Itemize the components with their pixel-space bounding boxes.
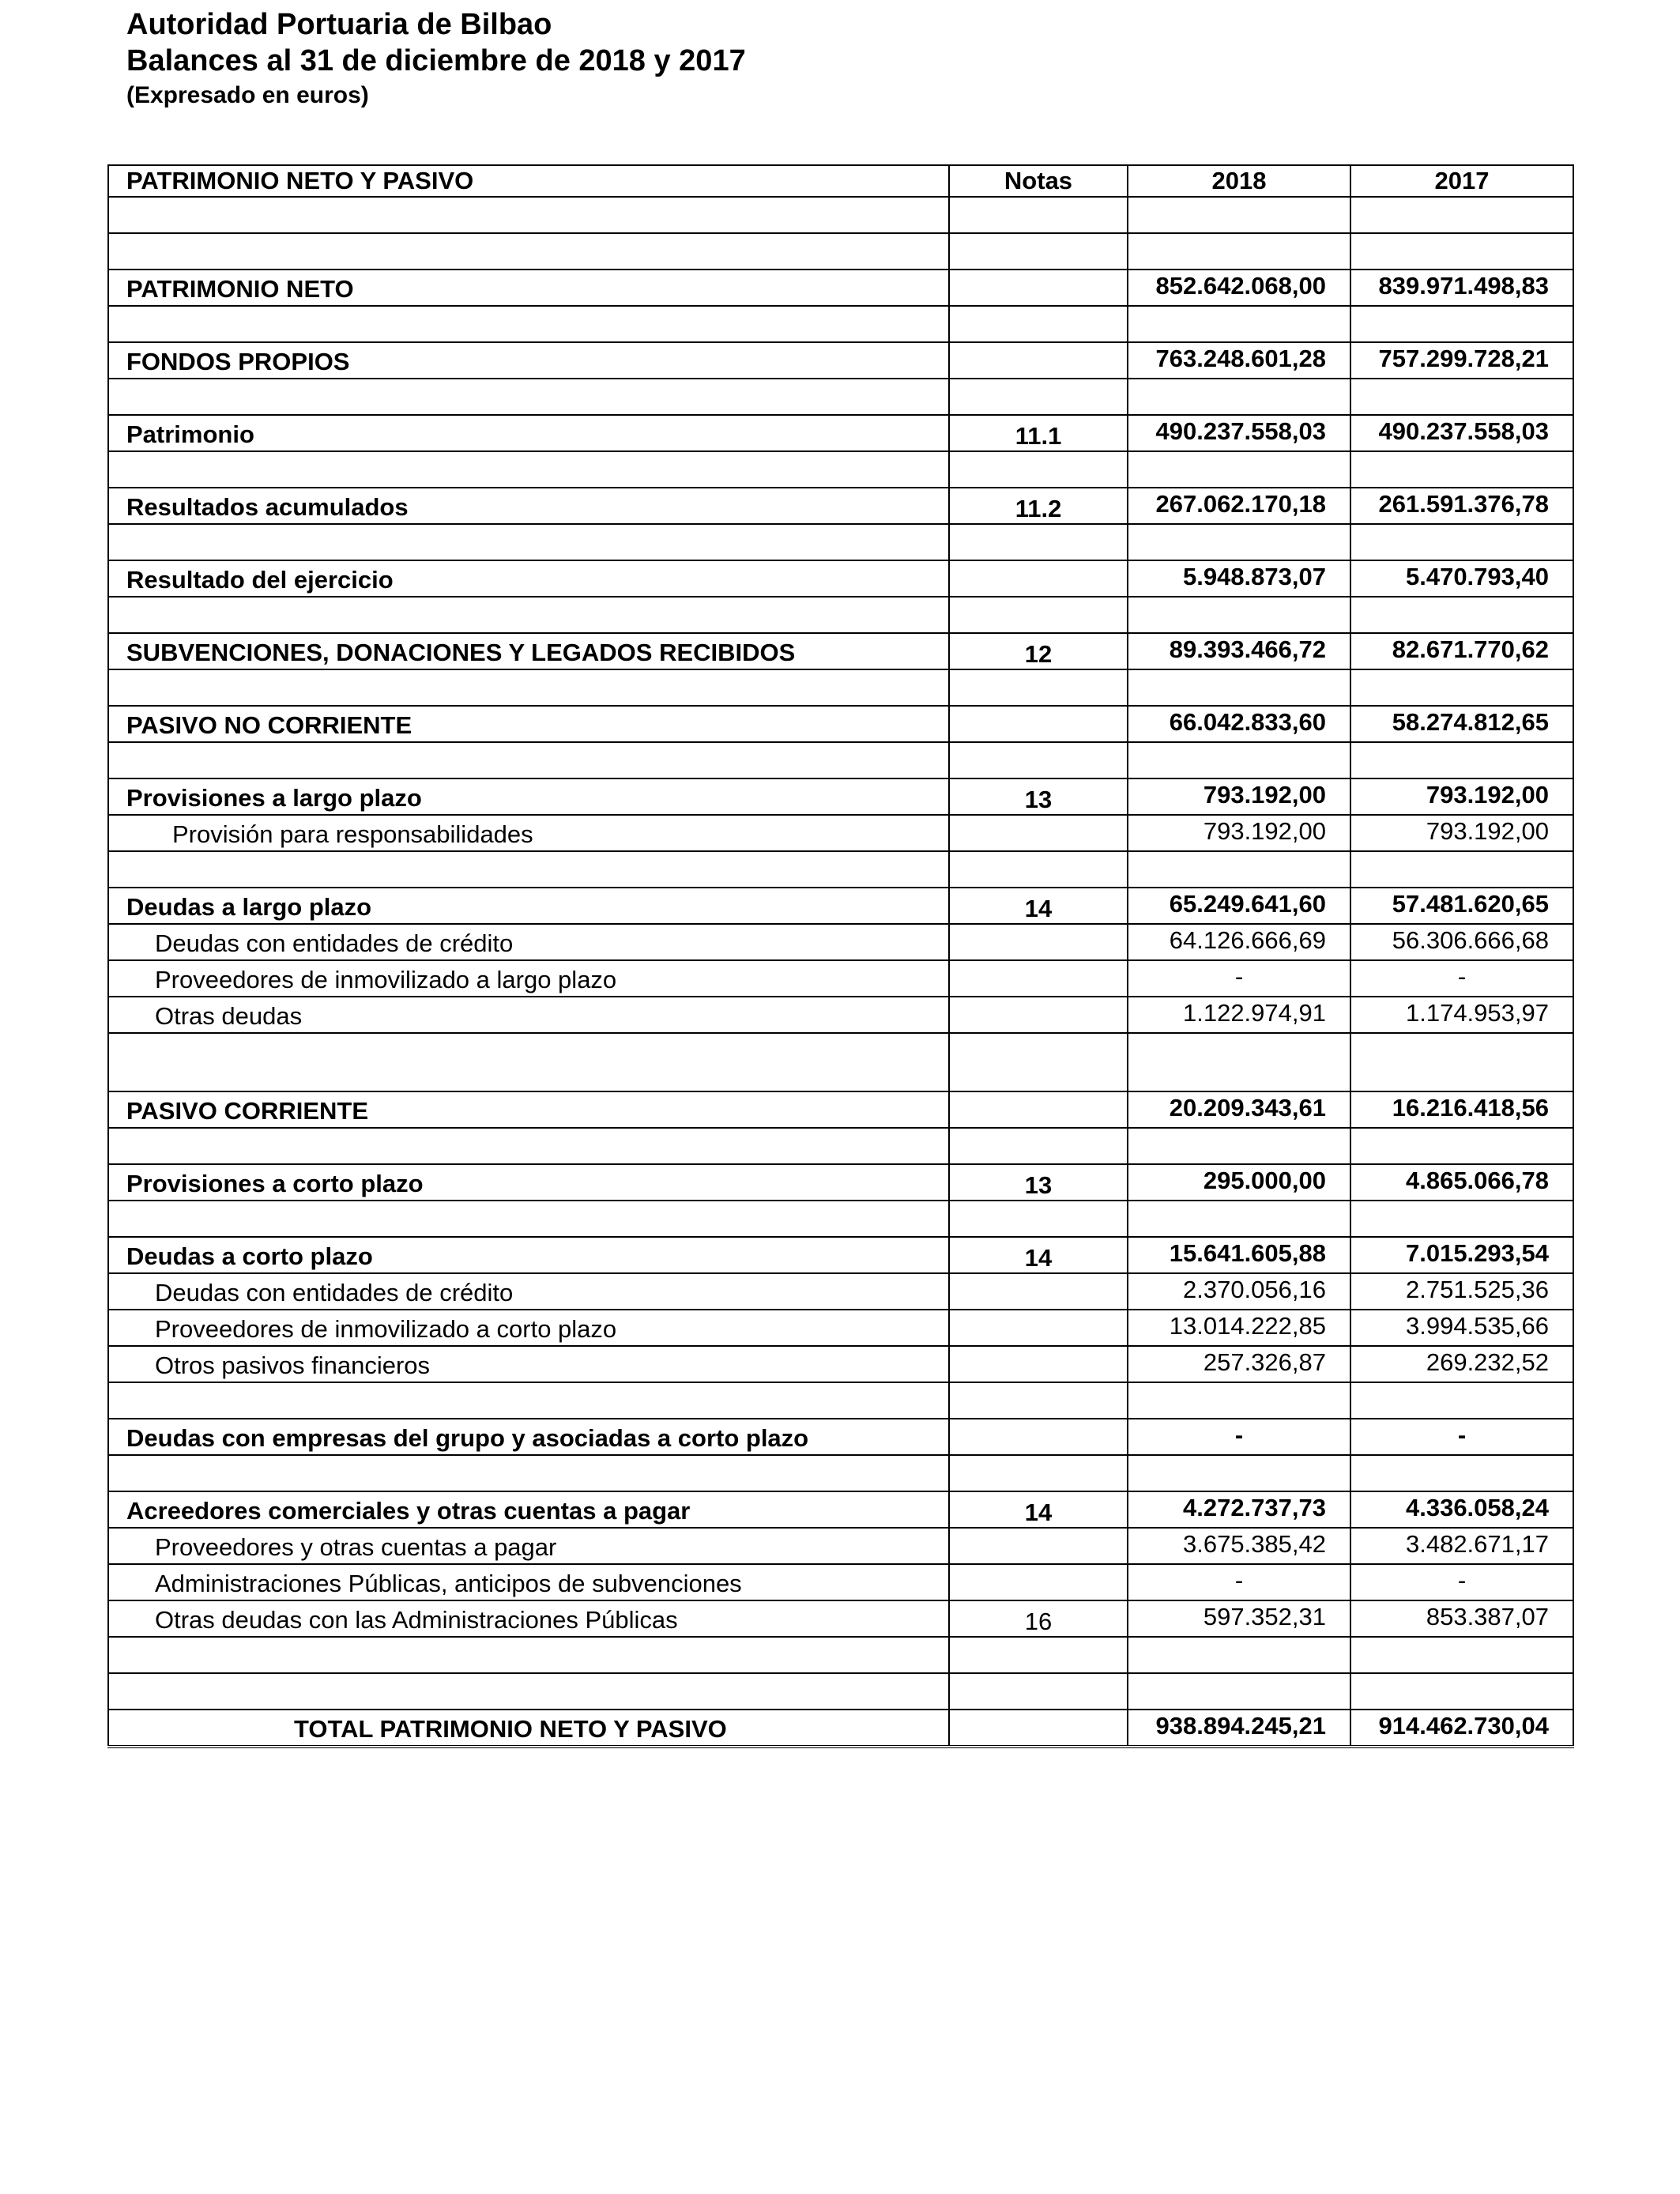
value-2017: 82.671.770,62: [1350, 633, 1573, 669]
row-label: Resultado del ejercicio: [108, 560, 949, 597]
row-notes: [949, 706, 1128, 742]
row-fondos-propios: [108, 342, 1573, 379]
row-notes: 14: [949, 1491, 1128, 1528]
row-otras-deudas: [108, 997, 1573, 1033]
value-2017: 269.232,52: [1350, 1346, 1573, 1382]
value-2017: 4.865.066,78: [1350, 1164, 1573, 1201]
row-notes: 14: [949, 1237, 1128, 1273]
row-label: Otras deudas con las Administraciones Públicas: [108, 1600, 949, 1637]
row-deudas-entidades-credito-cp: [108, 1273, 1573, 1310]
value-2017: 7.015.293,54: [1350, 1237, 1573, 1273]
row-label: Provisión para responsabilidades: [108, 815, 949, 851]
blank-row: [108, 1637, 1573, 1673]
row-notes: 13: [949, 1164, 1128, 1201]
blank-row: [108, 379, 1573, 415]
row-label: Acreedores comerciales y otras cuentas a pagar: [108, 1491, 949, 1528]
value-2018: 3.675.385,42: [1128, 1528, 1350, 1564]
row-label: Proveedores y otras cuentas a pagar: [108, 1528, 949, 1564]
row-provisiones-corto-plazo: [108, 1164, 1573, 1201]
value-2018: 938.894.245,21: [1128, 1710, 1350, 1747]
value-2018: 2.370.056,16: [1128, 1273, 1350, 1310]
row-notes: 16: [949, 1600, 1128, 1637]
value-2017: 261.591.376,78: [1350, 488, 1573, 524]
value-2018: 15.641.605,88: [1128, 1237, 1350, 1273]
value-2017: 2.751.525,36: [1350, 1273, 1573, 1310]
value-2017: 56.306.666,68: [1350, 924, 1573, 960]
value-2018: 793.192,00: [1128, 778, 1350, 815]
blank-row: [108, 451, 1573, 488]
value-2018: 13.014.222,85: [1128, 1310, 1350, 1346]
row-notes: [949, 1273, 1128, 1310]
row-label: Deudas a corto plazo: [108, 1237, 949, 1273]
value-2017: 3.482.671,17: [1350, 1528, 1573, 1564]
balance-table: [107, 164, 1574, 1748]
value-2017: 16.216.418,56: [1350, 1091, 1573, 1128]
column-header-2018: 2018: [1128, 165, 1350, 197]
value-2017: 853.387,07: [1350, 1600, 1573, 1637]
row-resultados-acumulados: [108, 488, 1573, 524]
row-notes: [949, 997, 1128, 1033]
row-label: Resultados acumulados: [108, 488, 949, 524]
row-otras-deudas-administraciones: [108, 1600, 1573, 1637]
value-2017: 58.274.812,65: [1350, 706, 1573, 742]
document-header: [126, 6, 746, 111]
blank-row: [108, 1201, 1573, 1237]
value-2017: 5.470.793,40: [1350, 560, 1573, 597]
blank-row: [108, 1673, 1573, 1710]
row-proveedores-inmovilizado-lp: [108, 960, 1573, 997]
value-2017: 1.174.953,97: [1350, 997, 1573, 1033]
row-label: Deudas a largo plazo: [108, 888, 949, 924]
value-2018: 4.272.737,73: [1128, 1491, 1350, 1528]
row-label: PASIVO CORRIENTE: [108, 1091, 949, 1128]
value-2018: 65.249.641,60: [1128, 888, 1350, 924]
document-subtitle: (Expresado en euros): [126, 82, 369, 108]
row-proveedores-otras-cuentas: [108, 1528, 1573, 1564]
value-2018: 5.948.873,07: [1128, 560, 1350, 597]
value-2017: 490.237.558,03: [1350, 415, 1573, 451]
row-notes: 11.1: [949, 415, 1128, 451]
row-total-patrimonio-pasivo: [108, 1710, 1573, 1747]
document-title: Balances al 31 de diciembre de 2018 y 2017: [126, 44, 746, 77]
row-notes: [949, 342, 1128, 379]
row-notes: [949, 1346, 1128, 1382]
row-deudas-largo-plazo: [108, 888, 1573, 924]
value-2018: -: [1128, 960, 1350, 997]
row-resultado-ejercicio: [108, 560, 1573, 597]
row-provisiones-largo-plazo: [108, 778, 1573, 815]
row-notes: [949, 1564, 1128, 1600]
row-administraciones-anticipos: [108, 1564, 1573, 1600]
value-2018: 267.062.170,18: [1128, 488, 1350, 524]
blank-row: [108, 669, 1573, 706]
value-2017: 757.299.728,21: [1350, 342, 1573, 379]
row-label: SUBVENCIONES, DONACIONES Y LEGADOS RECIBIDOS: [108, 633, 949, 669]
blank-row: [108, 306, 1573, 342]
column-header-label: PATRIMONIO NETO Y PASIVO: [108, 165, 949, 197]
value-2017: 3.994.535,66: [1350, 1310, 1573, 1346]
column-header-notes: Notas: [949, 165, 1128, 197]
value-2018: 89.393.466,72: [1128, 633, 1350, 669]
row-patrimonio: [108, 415, 1573, 451]
row-label: PATRIMONIO NETO: [108, 270, 949, 306]
value-2017: -: [1350, 1564, 1573, 1600]
row-subvenciones: [108, 633, 1573, 669]
blank-row: [108, 1033, 1573, 1091]
row-label: TOTAL PATRIMONIO NETO Y PASIVO: [108, 1710, 949, 1747]
blank-row: [108, 1128, 1573, 1164]
value-2017: 4.336.058,24: [1350, 1491, 1573, 1528]
row-acreedores-comerciales: [108, 1491, 1573, 1528]
value-2017: -: [1350, 960, 1573, 997]
blank-row: [108, 1455, 1573, 1491]
blank-row: [108, 197, 1573, 233]
row-notes: [949, 924, 1128, 960]
value-2018: 257.326,87: [1128, 1346, 1350, 1382]
column-header-2017: 2017: [1350, 165, 1573, 197]
row-label: Proveedores de inmovilizado a corto plazo: [108, 1310, 949, 1346]
row-label: Administraciones Públicas, anticipos de subvenciones: [108, 1564, 949, 1600]
row-notes: [949, 815, 1128, 851]
blank-row: [108, 1382, 1573, 1419]
value-2017: -: [1350, 1419, 1573, 1455]
value-2018: 852.642.068,00: [1128, 270, 1350, 306]
blank-row: [108, 524, 1573, 560]
value-2018: 490.237.558,03: [1128, 415, 1350, 451]
row-label: Provisiones a corto plazo: [108, 1164, 949, 1201]
value-2018: 763.248.601,28: [1128, 342, 1350, 379]
row-provision-responsabilidades: [108, 815, 1573, 851]
row-notes: 14: [949, 888, 1128, 924]
row-notes: [949, 1091, 1128, 1128]
row-label: Deudas con entidades de crédito: [108, 1273, 949, 1310]
value-2017: 839.971.498,83: [1350, 270, 1573, 306]
value-2018: 1.122.974,91: [1128, 997, 1350, 1033]
row-deudas-entidades-credito-lp: [108, 924, 1573, 960]
value-2018: 20.209.343,61: [1128, 1091, 1350, 1128]
value-2018: 597.352,31: [1128, 1600, 1350, 1637]
row-notes: [949, 560, 1128, 597]
value-2018: -: [1128, 1564, 1350, 1600]
value-2018: -: [1128, 1419, 1350, 1455]
row-label: PASIVO NO CORRIENTE: [108, 706, 949, 742]
blank-row: [108, 233, 1573, 270]
table-header-row: [108, 165, 1573, 197]
row-notes: [949, 1710, 1128, 1747]
blank-row: [108, 742, 1573, 778]
row-notes: [949, 960, 1128, 997]
value-2018: 793.192,00: [1128, 815, 1350, 851]
row-notes: 12: [949, 633, 1128, 669]
row-patrimonio-neto: [108, 270, 1573, 306]
value-2017: 914.462.730,04: [1350, 1710, 1573, 1747]
row-notes: 11.2: [949, 488, 1128, 524]
value-2017: 57.481.620,65: [1350, 888, 1573, 924]
row-otros-pasivos-financieros: [108, 1346, 1573, 1382]
value-2017: 793.192,00: [1350, 778, 1573, 815]
row-notes: 13: [949, 778, 1128, 815]
blank-row: [108, 597, 1573, 633]
row-label: Otras deudas: [108, 997, 949, 1033]
row-proveedores-inmovilizado-cp: [108, 1310, 1573, 1346]
blank-row: [108, 851, 1573, 888]
organization-name: Autoridad Portuaria de Bilbao: [126, 8, 552, 41]
row-deudas-empresas-grupo: [108, 1419, 1573, 1455]
row-label: Provisiones a largo plazo: [108, 778, 949, 815]
value-2018: 66.042.833,60: [1128, 706, 1350, 742]
row-notes: [949, 270, 1128, 306]
row-notes: [949, 1528, 1128, 1564]
row-deudas-corto-plazo: [108, 1237, 1573, 1273]
row-label: Deudas con entidades de crédito: [108, 924, 949, 960]
row-pasivo-corriente: [108, 1091, 1573, 1128]
row-label: Patrimonio: [108, 415, 949, 451]
row-label: Proveedores de inmovilizado a largo plazo: [108, 960, 949, 997]
row-label: Deudas con empresas del grupo y asociadas a corto plazo: [108, 1419, 949, 1455]
value-2017: 793.192,00: [1350, 815, 1573, 851]
row-label: Otros pasivos financieros: [108, 1346, 949, 1382]
row-notes: [949, 1419, 1128, 1455]
value-2018: 64.126.666,69: [1128, 924, 1350, 960]
row-label: FONDOS PROPIOS: [108, 342, 949, 379]
row-pasivo-no-corriente: [108, 706, 1573, 742]
value-2018: 295.000,00: [1128, 1164, 1350, 1201]
row-notes: [949, 1310, 1128, 1346]
